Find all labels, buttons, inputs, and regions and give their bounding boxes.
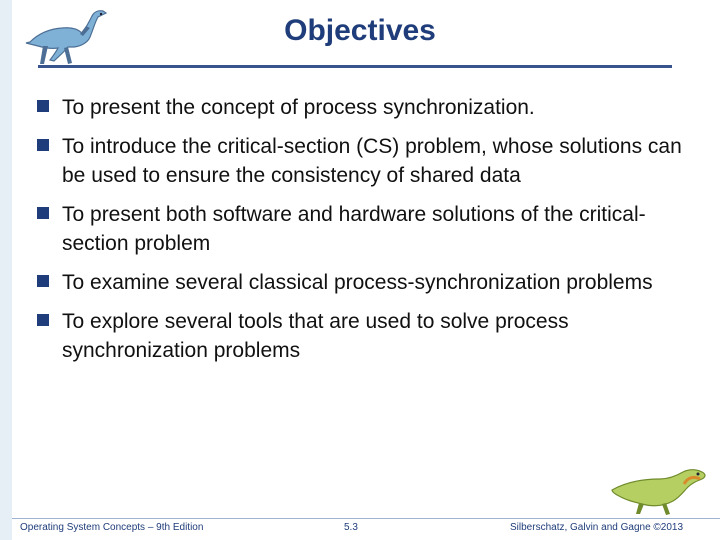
list-item-text: To present both software and hardware solutions of the critical-section problem bbox=[62, 203, 646, 255]
square-bullet-icon bbox=[37, 207, 49, 219]
list-item bbox=[37, 268, 687, 297]
list-item-text: To explore several tools that are used to solve process synchronization problems bbox=[62, 310, 569, 362]
list-item bbox=[37, 132, 687, 190]
dinosaur-icon bbox=[606, 464, 710, 516]
footer-copyright: Silberschatz, Galvin and Gagne ©2013 bbox=[510, 522, 684, 533]
list-item-text: To present the concept of process synchronization. bbox=[62, 96, 535, 119]
square-bullet-icon bbox=[37, 100, 49, 112]
title-divider bbox=[38, 65, 672, 68]
list-item-text: To examine several classical process-synchronization problems bbox=[62, 271, 653, 294]
square-bullet-icon bbox=[37, 314, 49, 326]
square-bullet-icon bbox=[37, 275, 49, 287]
objectives-list bbox=[37, 93, 687, 375]
list-item bbox=[37, 200, 687, 258]
footer-divider bbox=[12, 518, 720, 519]
list-item bbox=[37, 93, 687, 122]
dinosaur-icon bbox=[20, 4, 112, 68]
footer-course-title: Operating System Concepts – 9th Edition bbox=[20, 522, 204, 533]
list-item-text: To introduce the critical-section (CS) problem, whose solutions can be used to ensure the consistency of shared data bbox=[62, 135, 682, 187]
page-title: Objectives bbox=[284, 14, 436, 47]
square-bullet-icon bbox=[37, 139, 49, 151]
left-sidebar-bar bbox=[0, 0, 12, 540]
footer-slide-number: 5.3 bbox=[344, 522, 358, 533]
list-item bbox=[37, 307, 687, 365]
